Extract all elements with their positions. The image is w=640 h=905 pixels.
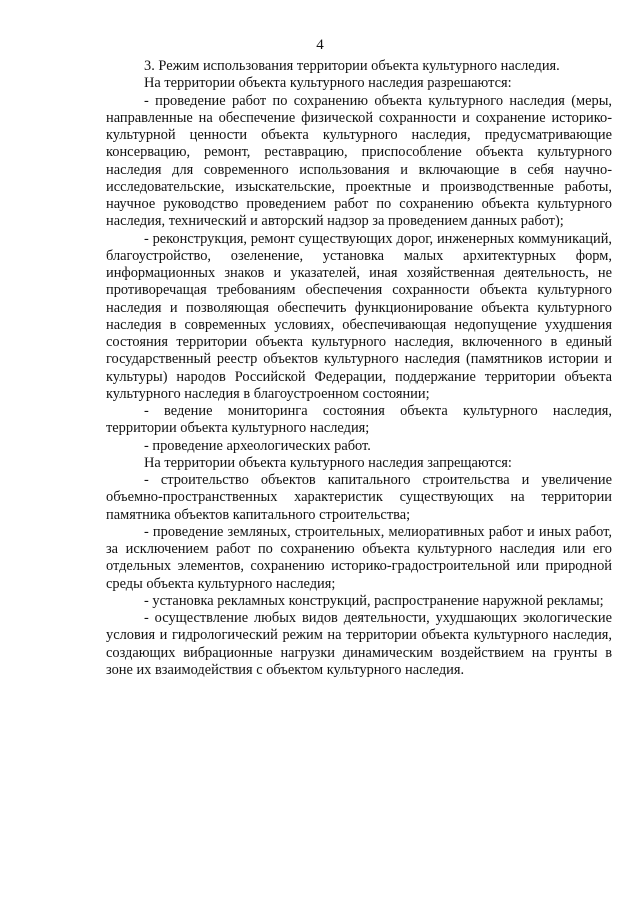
prohibited-item-earthworks: - проведение земляных, строительных, мелиоративных работ и иных работ, за исключением работ по сохранению объекта культурного наследия или его отдельных элементов, сохранению историко-градостроительной или природной среды объекта культурного наследия; (106, 523, 612, 592)
prohibited-item-advertising: - установка рекламных конструкций, распространение наружной рекламы; (144, 592, 604, 609)
allowed-item-reconstruction: - реконструкция, ремонт существующих дорог, инженерных коммуникаций, благоустройство, озеленение, установка малых архитектурных форм, информационных знаков и указателей, иная хозяйственная деятельность, не противоречащая требованиям обеспечения сохранности объекта культурного наследия и позволяющая обеспечить функционирование объекта культурного наследия в современных условиях, обеспечивающая недопущение ухудшения состояния территории объекта культурного наследия, включенного в единый государственный реестр объектов культурного наследия (памятников истории и культуры) народов Российской Федерации, поддержание территории объекта культурного наследия в благоустроенном состоянии; (106, 230, 612, 402)
allowed-intro: На территории объекта культурного наследия разрешаются: (144, 75, 512, 92)
document-body (106, 58, 612, 679)
prohibited-item-construction: - строительство объектов капитального строительства и увеличение объемно-пространственных характеристик существующих на территории памятника объектов капитального строительства; (106, 472, 612, 523)
allowed-item-monitoring: - ведение мониторинга состояния объекта культурного наследия, территории объекта культурного наследия; (106, 403, 612, 437)
prohibited-item-ecological-harm: - осуществление любых видов деятельности, ухудшающих экологические условия и гидрологический режим на территории объекта культурного наследия, создающих вибрационные нагрузки динамическим воздействием на грунты в зоне их взаимодействия с объектом культурного наследия. (106, 610, 612, 678)
allowed-item-archaeology: - проведение археологических работ. (144, 437, 371, 454)
page-number: 4 (316, 37, 324, 53)
allowed-item-preservation-works: - проведение работ по сохранению объекта культурного наследия (меры, направленные на обеспечение физической сохранности и сохранение историко-культурной ценности объекта культурного наследия, предусматривающие консервацию, ремонт, реставрацию, приспособление объекта культурного наследия для современного использования и включающие в себя научно-исследовательские, изыскательские, проектные и производственные работы, научное руководство проведением работ по сохранению объекта культурного наследия, технический и авторский надзор за проведением данных работ); (106, 92, 612, 230)
prohibited-intro: На территории объекта культурного наследия запрещаются: (144, 454, 512, 471)
section-heading-usage-regime: 3. Режим использования территории объекта культурного наследия. (144, 58, 560, 74)
